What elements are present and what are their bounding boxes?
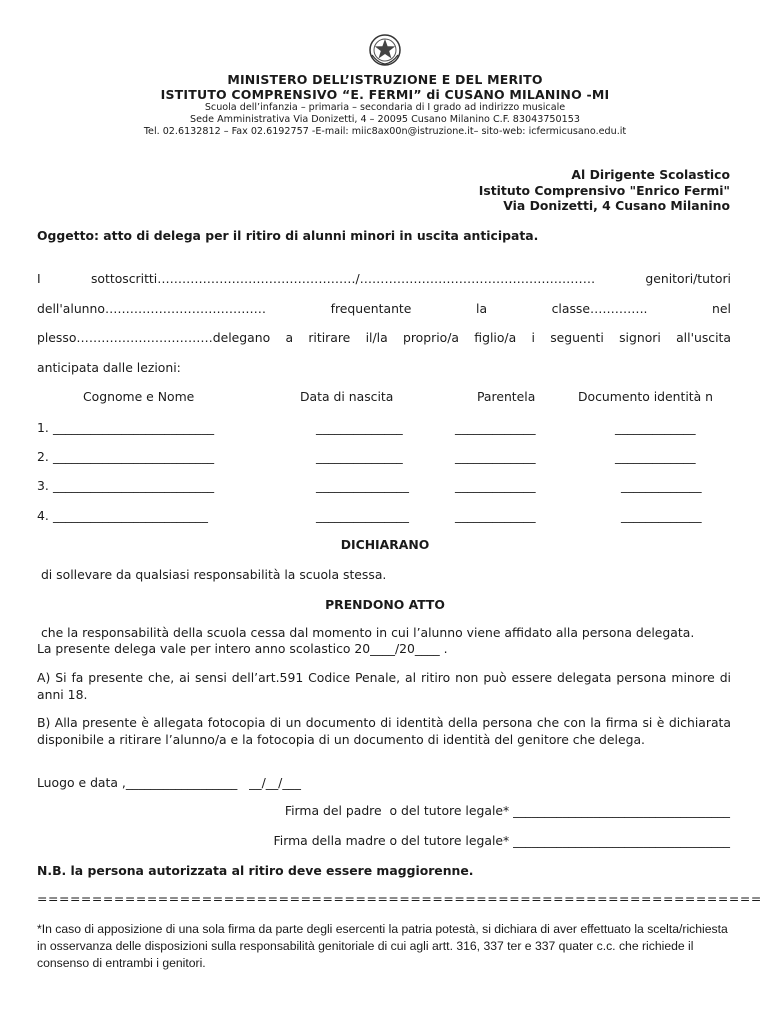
father-signature-field[interactable]: Firma del padre o del tutore legale* ___________________________________ xyxy=(284,803,730,818)
relationship-field[interactable]: _____________ xyxy=(455,508,536,523)
intro-word: genitori/tutori xyxy=(645,271,731,286)
intro-word: i xyxy=(531,330,535,345)
intro-word: figlio/a xyxy=(474,330,517,345)
name-field[interactable]: __________________________ xyxy=(53,478,215,493)
ministry-title: MINISTERO DELL’ISTRUZIONE E DEL MERITO xyxy=(227,72,543,87)
header-address: Sede Amministrativa Via Donizetti, 4 – 20095 Cusano Milanino C.F. 83043750153 xyxy=(190,114,580,125)
intro-word: proprio/a xyxy=(402,330,460,345)
subject-line: Oggetto: atto di delega per il ritiro di alunni minori in uscita anticipata. xyxy=(37,228,539,243)
row-number: 2. xyxy=(37,449,49,464)
intro-word: il/la xyxy=(365,330,388,345)
intro-word: plesso……………………………delegano xyxy=(37,330,271,345)
intro-line-1 xyxy=(37,271,731,286)
name-field[interactable]: __________________________ xyxy=(53,420,215,435)
intro-word: dell'alunno………………………………… xyxy=(37,301,267,316)
intro-word: all'uscita xyxy=(676,330,731,345)
intro-word: nel xyxy=(712,301,731,316)
point-a-text: A) Si fa presente che, ai sensi dell’art.591 Codice Penale, al ritiro non può essere delegata persona minore di anni 18. xyxy=(37,670,731,702)
intro-word: seguenti xyxy=(550,330,604,345)
relationship-field[interactable]: _____________ xyxy=(455,449,536,464)
intro-word: la xyxy=(476,301,488,316)
nb-note: N.B. la persona autorizzata al ritiro deve essere maggiorenne. xyxy=(37,863,474,878)
header-school-levels: Scuola dell’infanzia – primaria – secondaria di I grado ad indirizzo musicale xyxy=(204,102,566,113)
responsibility-text: che la responsabilità della scuola cessa dal momento in cui l’alunno viene affidato alla persona delegata. xyxy=(37,625,695,640)
row-number: 4. xyxy=(37,508,49,523)
intro-line-3 xyxy=(37,330,731,345)
row-number: 3. xyxy=(37,478,49,493)
header-contacts: Tel. 02.6132812 – Fax 02.6192757 -E-mail: miic8ax00n@istruzione.it– sito-web: icfermicusano.edu.it xyxy=(143,126,627,137)
intro-line-4: anticipata dalle lezioni: xyxy=(37,360,181,375)
intro-line-2 xyxy=(37,301,731,316)
recipient-line-2: Istituto Comprensivo "Enrico Fermi" xyxy=(478,183,730,198)
intro-word: classe………….. xyxy=(551,301,648,316)
separator-line: ================================================================== xyxy=(37,891,762,906)
birthdate-field[interactable]: ______________ xyxy=(316,420,403,435)
dichiarano-text: di sollevare da qualsiasi responsabilità la scuola stessa. xyxy=(37,567,387,582)
name-field[interactable]: _________________________ xyxy=(53,508,208,523)
id-document-field[interactable]: _____________ xyxy=(615,420,696,435)
republic-emblem-icon xyxy=(368,33,402,67)
birthdate-field[interactable]: _______________ xyxy=(316,478,409,493)
mother-signature-field[interactable]: Firma della madre o del tutore legale* ___________________________________ xyxy=(273,833,730,848)
relationship-field[interactable]: _____________ xyxy=(455,420,536,435)
prendono-atto-heading: PRENDONO ATTO xyxy=(325,597,445,612)
dichiarano-heading: DICHIARANO xyxy=(340,537,430,552)
birthdate-field[interactable]: ______________ xyxy=(316,449,403,464)
validity-text: La presente delega vale per intero anno scolastico 20____/20____ . xyxy=(37,641,448,656)
footnote-text: *In caso di apposizione di una sola firma da parte degli esercenti la patria potestà, si dichiara di aver effettuato la scelta/richiesta in osservanza delle disposizioni sulla responsabilità genitoriale di cui agli artt. 316, 337 ter e 337 quater c.c. che richiede il consenso di entrambi i genitori. xyxy=(37,922,728,970)
id-document-field[interactable]: _____________ xyxy=(621,478,702,493)
id-document-field[interactable]: _____________ xyxy=(621,508,702,523)
name-field[interactable]: __________________________ xyxy=(53,449,215,464)
intro-word: I xyxy=(37,271,41,286)
recipient-line-1: Al Dirigente Scolastico xyxy=(571,167,730,182)
relationship-field[interactable]: _____________ xyxy=(455,478,536,493)
row-number: 1. xyxy=(37,420,49,435)
recipient-line-3: Via Donizetti, 4 Cusano Milanino xyxy=(503,198,730,213)
intro-word: sottoscritti…………………………………………/………………………………………………… xyxy=(90,271,596,286)
intro-word: a xyxy=(285,330,294,345)
place-date-field[interactable]: Luogo e data ,__________________ __/__/___ xyxy=(37,775,301,790)
intro-word: frequentante xyxy=(330,301,412,316)
point-b-text: B) Alla presente è allegata fotocopia di un documento di identità della persona che con la firma si è dichiarata disponibile a ritirare l’alunno/a e la fotocopia di un documento di identità del genitore che delega. xyxy=(37,715,731,747)
col-header-birthdate: Data di nascita xyxy=(300,389,394,404)
col-header-id-document: Documento identità n xyxy=(578,389,714,404)
intro-word: ritirare xyxy=(308,330,351,345)
birthdate-field[interactable]: _______________ xyxy=(316,508,409,523)
col-header-relationship: Parentela xyxy=(477,389,536,404)
col-header-name: Cognome e Nome xyxy=(83,389,195,404)
intro-word: signori xyxy=(619,330,661,345)
id-document-field[interactable]: _____________ xyxy=(615,449,696,464)
institute-title: ISTITUTO COMPRENSIVO “E. FERMI” di CUSANO MILANINO -MI xyxy=(160,87,610,102)
